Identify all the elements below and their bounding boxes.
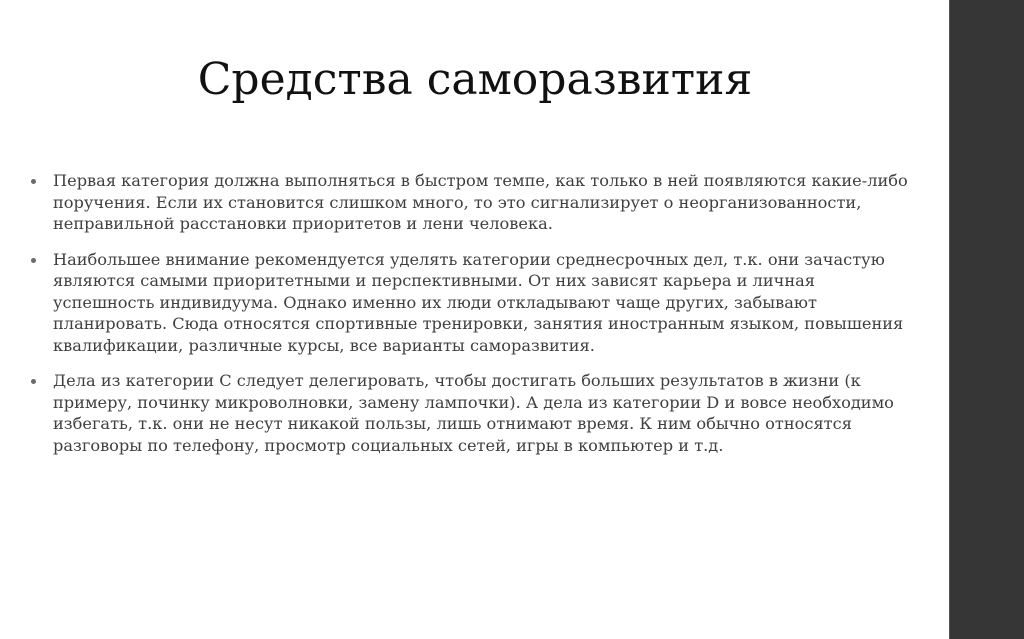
bullet-item-3 — [28, 370, 918, 456]
bullet-item-2 — [28, 249, 918, 357]
bullet-text: Дела из категории С следует делегировать, чтобы достигать больших результатов в жизни (к примеру, починку микроволновки, замену лампочки). А дела из категории D и вовсе необходимо избегать, т.к. они не несут никакой пользы, лишь отнимают время. К ним обычно относятся разговоры по телефону, просмотр социальных сетей, игры в компьютер и т.д. — [53, 371, 894, 455]
bullet-text: Наибольшее внимание рекомендуется уделять категории среднесрочных дел, т.к. они зачастую являются самыми приоритетными и перспективными. От них зависят карьера и личная успешность индивидуума. Однако именно их люди откладывают чаще других, забывают планировать. Сюда относятся спортивные тренировки, занятия иностранным языком, повышения квалификации, различные курсы, все варианты саморазвития. — [53, 249, 904, 355]
slide-content — [28, 170, 918, 470]
bullet-list — [28, 170, 918, 456]
bullet-dot-icon — [31, 179, 36, 184]
bullet-dot-icon — [31, 379, 36, 384]
bullet-text: Первая категория должна выполняться в быстром темпе, как только в ней появляются какие-либо поручения. Если их становится слишком много, то это сигнализирует о неорганизованности, неправильной расстановки приоритетов и лени человека. — [53, 171, 908, 233]
bullet-item-1 — [28, 170, 918, 235]
slide-title: Средства саморазвития — [197, 54, 753, 105]
decorative-side-bar — [949, 0, 1024, 639]
bullet-dot-icon — [31, 258, 36, 263]
